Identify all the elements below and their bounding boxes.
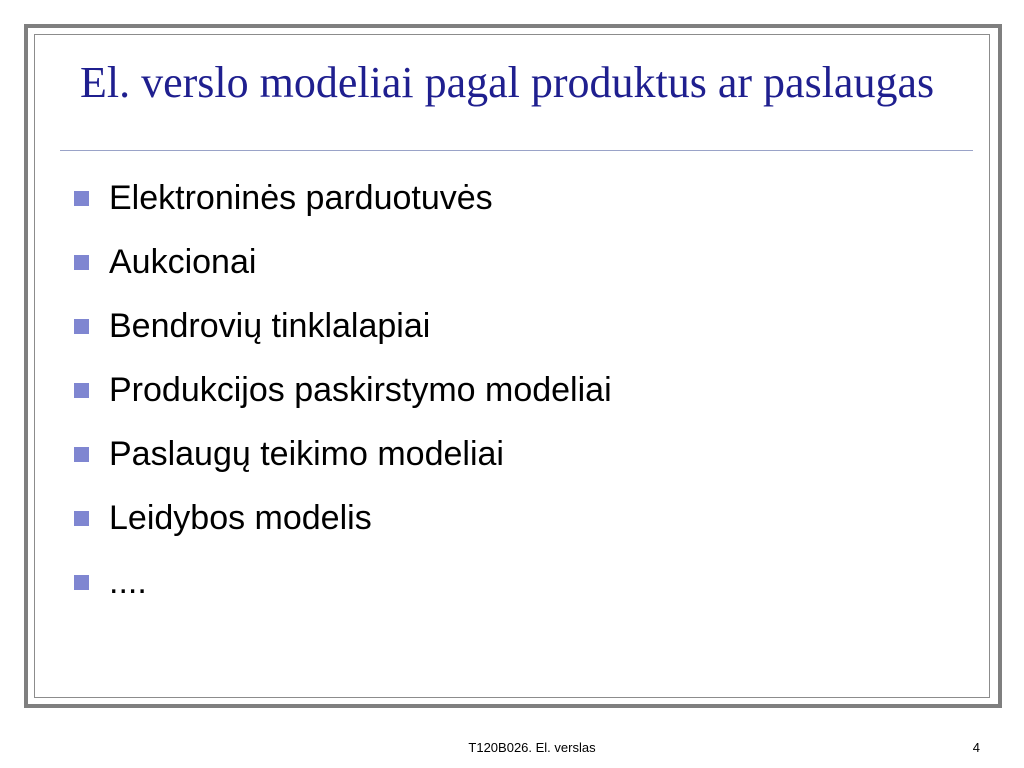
- bullet-square-icon: [74, 319, 89, 334]
- bullet-square-icon: [74, 447, 89, 462]
- bullet-text: ....: [109, 562, 147, 601]
- bullet-text: Bendrovių tinklalapiai: [109, 306, 431, 345]
- bullet-item: [74, 422, 612, 486]
- bullet-item: [74, 550, 612, 614]
- bullet-square-icon: [74, 191, 89, 206]
- bullet-square-icon: [74, 255, 89, 270]
- bullet-text: Leidybos modelis: [109, 498, 372, 537]
- bullet-text: Produkcijos paskirstymo modeliai: [109, 370, 612, 409]
- bullet-item: [74, 358, 612, 422]
- footer-course-label: T120B026. El. verslas: [468, 740, 596, 755]
- bullet-item: [74, 294, 612, 358]
- bullet-square-icon: [74, 575, 89, 590]
- bullet-item: [74, 166, 612, 230]
- bullet-square-icon: [74, 383, 89, 398]
- footer-page-number: 4: [972, 740, 980, 755]
- bullet-list: [74, 166, 612, 614]
- bullet-text: Aukcionai: [109, 242, 257, 281]
- title-divider: [60, 150, 973, 151]
- bullet-square-icon: [74, 511, 89, 526]
- bullet-item: [74, 230, 612, 294]
- slide-title: El. verslo modeliai pagal produktus ar paslaugas: [80, 58, 935, 107]
- bullet-text: Elektroninės parduotuvės: [109, 178, 493, 217]
- bullet-item: [74, 486, 612, 550]
- bullet-text: Paslaugų teikimo modeliai: [109, 434, 504, 473]
